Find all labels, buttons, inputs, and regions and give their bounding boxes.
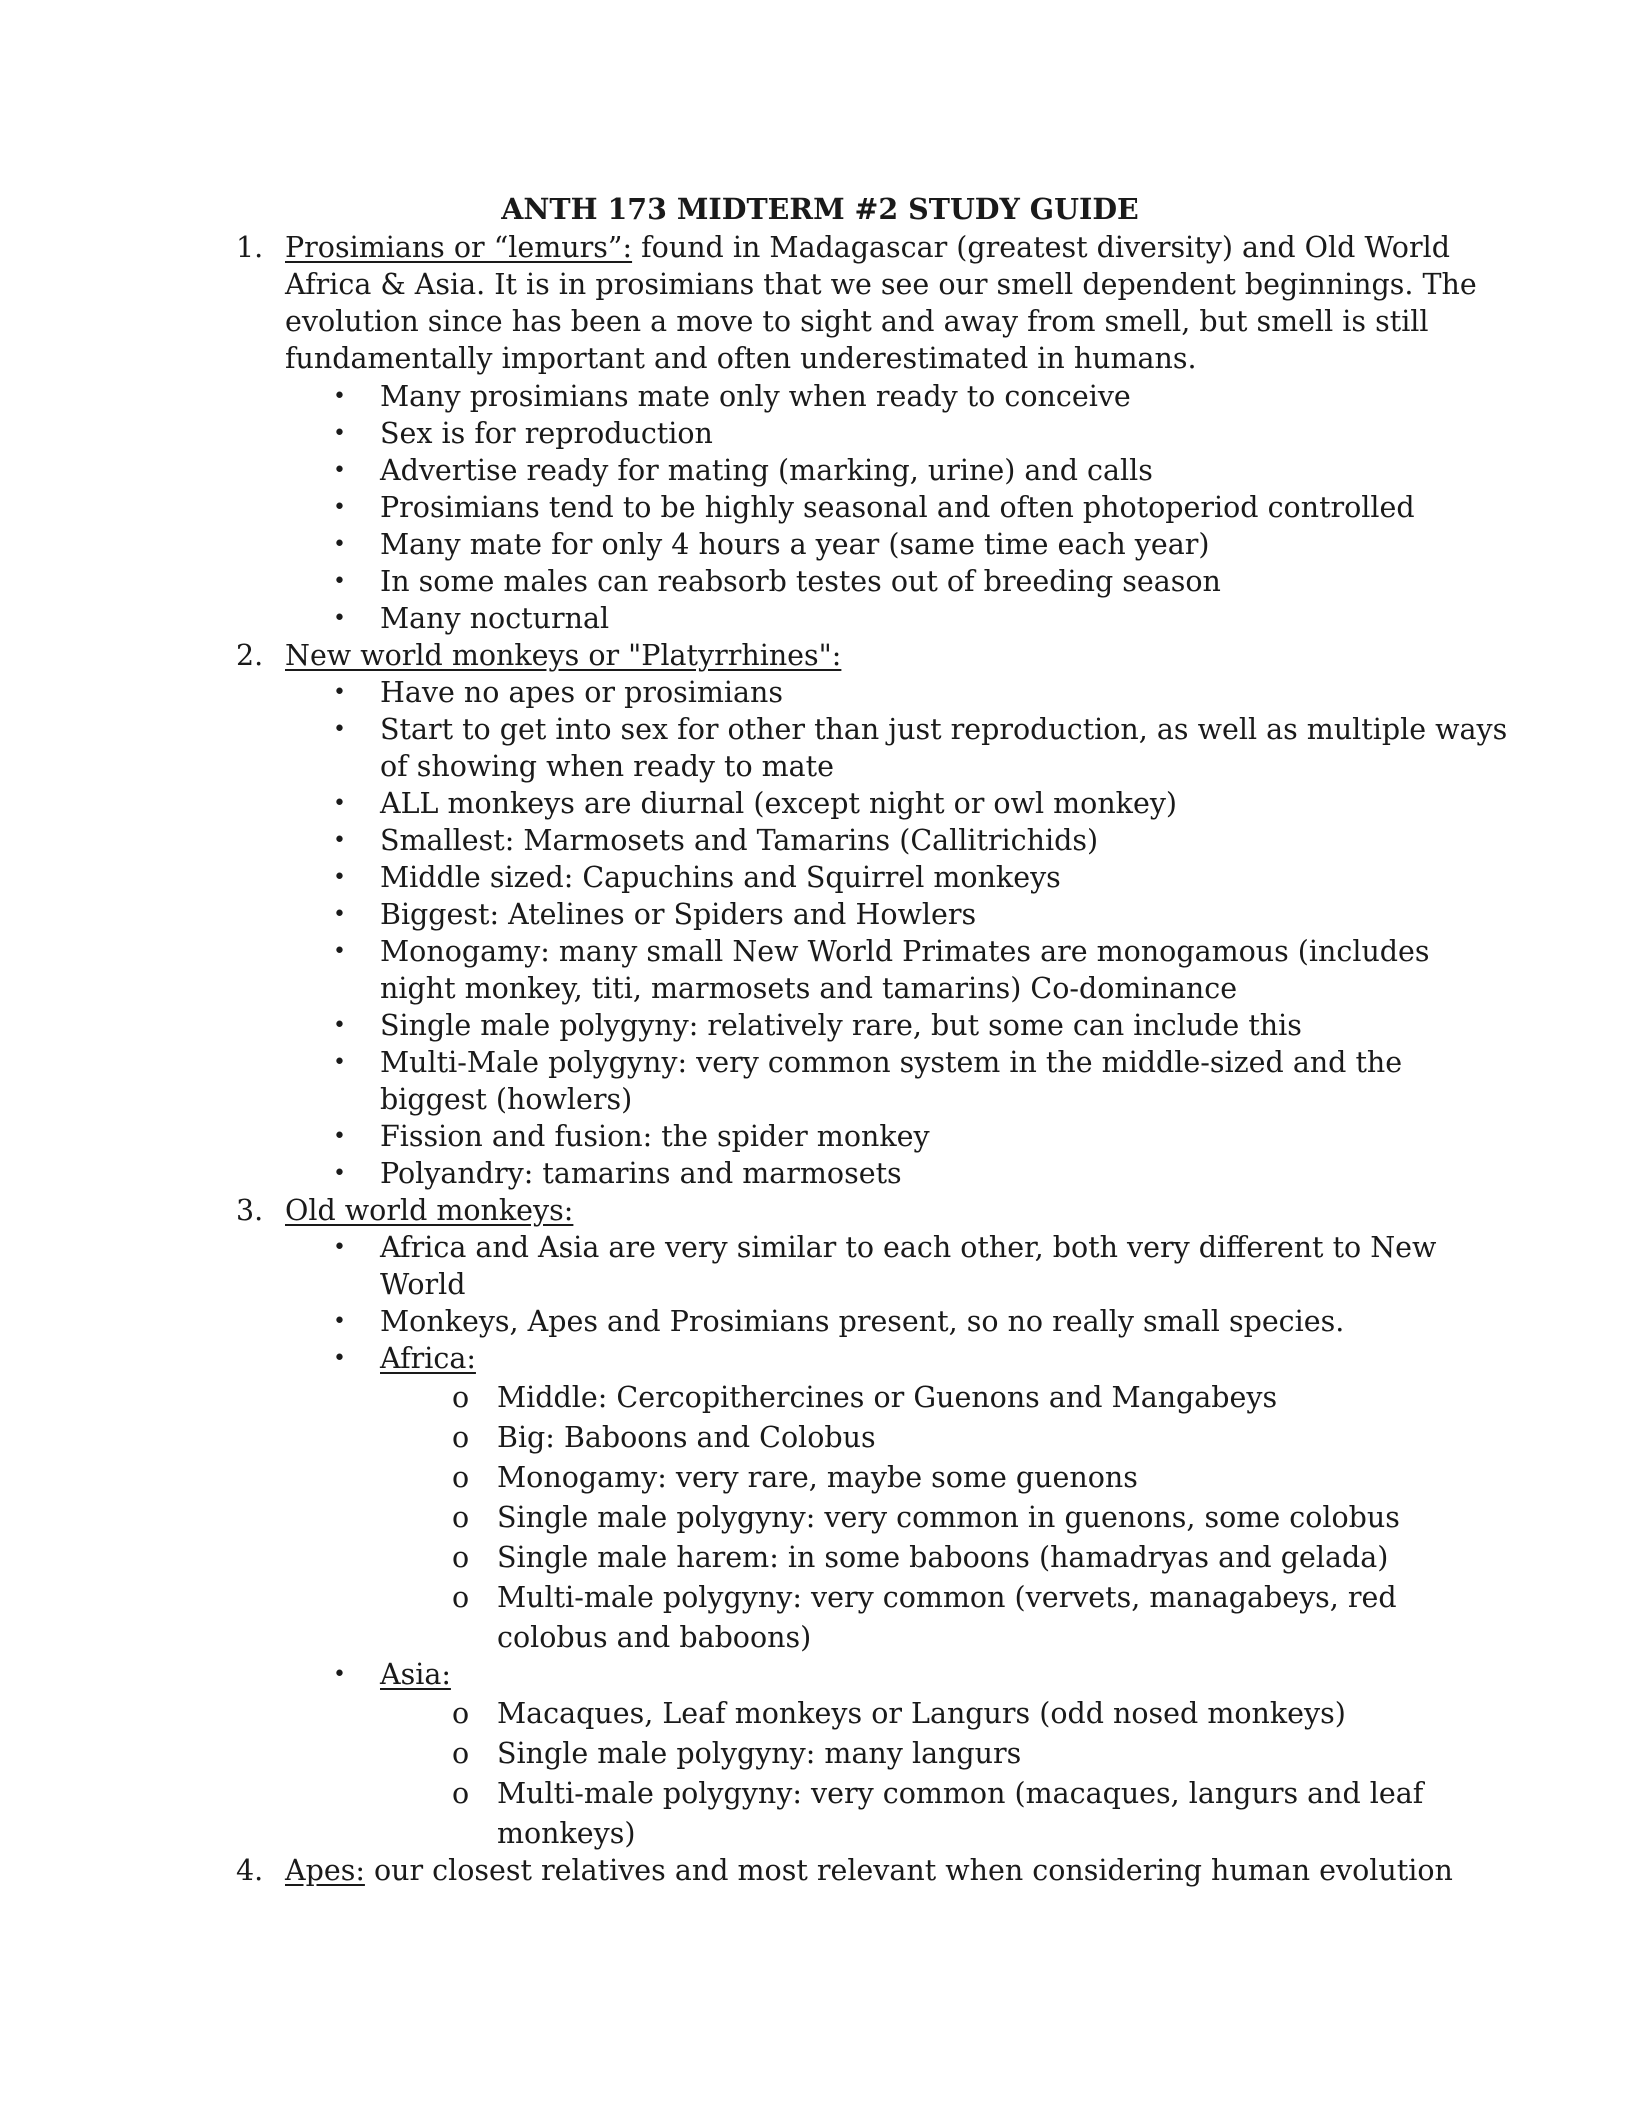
bullet-icon: • [333,1235,346,1260]
sub-list-item: Middle: Cercopithercines or Guenons and Mangabeys [497,1381,1278,1414]
sub-bullet-icon: o [452,1737,470,1770]
list-item-continued: of showing when ready to mate [380,750,834,783]
section-intro-line: Africa & Asia. It is in prosimians that we see our smell dependent beginnings. The [285,268,1477,301]
bullet-icon: • [333,421,346,446]
sub-list-item: Single male harem: in some baboons (hamadryas and gelada) [497,1541,1389,1574]
bullet-icon: • [333,384,346,409]
bullet-icon: • [333,828,346,853]
sub-list-item-continued: colobus and baboons) [497,1621,812,1654]
sub-list-item: Macaques, Leaf monkeys or Langurs (odd nosed monkeys) [497,1697,1346,1730]
list-item: Many prosimians mate only when ready to conceive [380,380,1131,413]
list-item: Prosimians tend to be highly seasonal and often photoperiod controlled [380,491,1415,524]
list-item: Have no apes or prosimians [380,676,783,709]
sub-bullet-icon: o [452,1461,470,1494]
page-title: ANTH 173 MIDTERM #2 STUDY GUIDE [501,192,1139,226]
list-item: Many mate for only 4 hours a year (same time each year) [380,528,1210,561]
list-item: Africa and Asia are very similar to each other, both very different to New [380,1231,1437,1264]
bullet-icon: • [333,495,346,520]
bullet-icon: • [333,791,346,816]
bullet-icon: • [333,458,346,483]
sub-list-item: Big: Baboons and Colobus [497,1421,876,1454]
section-number: 4. [236,1854,264,1887]
list-item: Biggest: Atelines or Spiders and Howlers [380,898,977,931]
sub-list-item: Multi-male polygyny: very common (vervets, managabeys, red [497,1581,1397,1614]
section-intro-line: fundamentally important and often underestimated in humans. [285,342,1197,375]
list-item: Fission and fusion: the spider monkey [380,1120,930,1153]
list-item: Middle sized: Capuchins and Squirrel monkeys [380,861,1061,894]
section-number: 1. [236,231,264,264]
list-item: Advertise ready for mating (marking, urine) and calls [380,454,1153,487]
sub-bullet-icon: o [452,1541,470,1574]
bullet-icon: • [333,1124,346,1149]
bullet-icon: • [333,865,346,890]
sub-list-item: Single male polygyny: very common in guenons, some colobus [497,1501,1400,1534]
section-intro-text: our closest relatives and most relevant when considering human evolution [364,1854,1453,1887]
section-intro-line: evolution since has been a move to sight and away from smell, but smell is still [285,305,1429,338]
bullet-icon: • [333,1309,346,1334]
sub-bullet-icon: o [452,1777,470,1810]
bullet-icon: • [333,1161,346,1186]
list-item: Monkeys, Apes and Prosimians present, so no really small species. [380,1305,1345,1338]
sub-bullet-icon: o [452,1501,470,1534]
sub-list-item-continued: monkeys) [497,1817,636,1850]
bullet-icon: • [333,606,346,631]
list-item: Multi-Male polygyny: very common system in the middle-sized and the [380,1046,1403,1079]
list-item-continued: night monkey, titi, marmosets and tamarins) Co-dominance [380,972,1238,1005]
subheading-asia: Asia: [380,1658,451,1691]
sub-bullet-icon: o [452,1581,470,1614]
section-heading: New world monkeys or "Platyrrhines": [285,639,842,672]
list-item: Sex is for reproduction [380,417,713,450]
bullet-icon: • [333,1050,346,1075]
section-intro-line [285,229,1450,267]
bullet-icon: • [333,680,346,705]
bullet-icon: • [333,569,346,594]
section-number: 2. [236,639,264,672]
list-item: Monogamy: many small New World Primates are monogamous (includes [380,935,1430,968]
bullet-icon: • [333,1013,346,1038]
subheading-africa: Africa: [380,1342,476,1375]
list-item: Start to get into sex for other than just reproduction, as well as multiple ways [380,713,1508,746]
list-item: Many nocturnal [380,602,610,635]
list-item-continued: biggest (howlers) [380,1083,633,1116]
sub-bullet-icon: o [452,1381,470,1414]
bullet-icon: • [333,532,346,557]
section-number: 3. [236,1194,264,1227]
list-item: ALL monkeys are diurnal (except night or owl monkey) [380,787,1178,820]
bullet-icon: • [333,902,346,927]
section-heading: Prosimians or “lemurs”: [285,231,633,264]
list-item: Single male polygyny: relatively rare, but some can include this [380,1009,1302,1042]
section-heading: Apes: [285,1854,365,1887]
sub-bullet-icon: o [452,1697,470,1730]
sub-list-item: Single male polygyny: many langurs [497,1737,1022,1770]
bullet-icon: • [333,1346,346,1371]
list-item: Smallest: Marmosets and Tamarins (Callitrichids) [380,824,1099,857]
list-item: Polyandry: tamarins and marmosets [380,1157,902,1190]
sub-bullet-icon: o [452,1421,470,1454]
section-heading: Old world monkeys: [285,1194,574,1227]
sub-list-item: Multi-male polygyny: very common (macaques, langurs and leaf [497,1777,1424,1810]
bullet-icon: • [333,939,346,964]
list-item-continued: World [380,1268,466,1301]
list-item: In some males can reabsorb testes out of breeding season [380,565,1221,598]
section-intro-line [285,1852,1453,1890]
sub-list-item: Monogamy: very rare, maybe some guenons [497,1461,1138,1494]
bullet-icon: • [333,717,346,742]
section-intro-text: found in Madagascar (greatest diversity) and Old World [632,231,1450,264]
bullet-icon: • [333,1662,346,1687]
